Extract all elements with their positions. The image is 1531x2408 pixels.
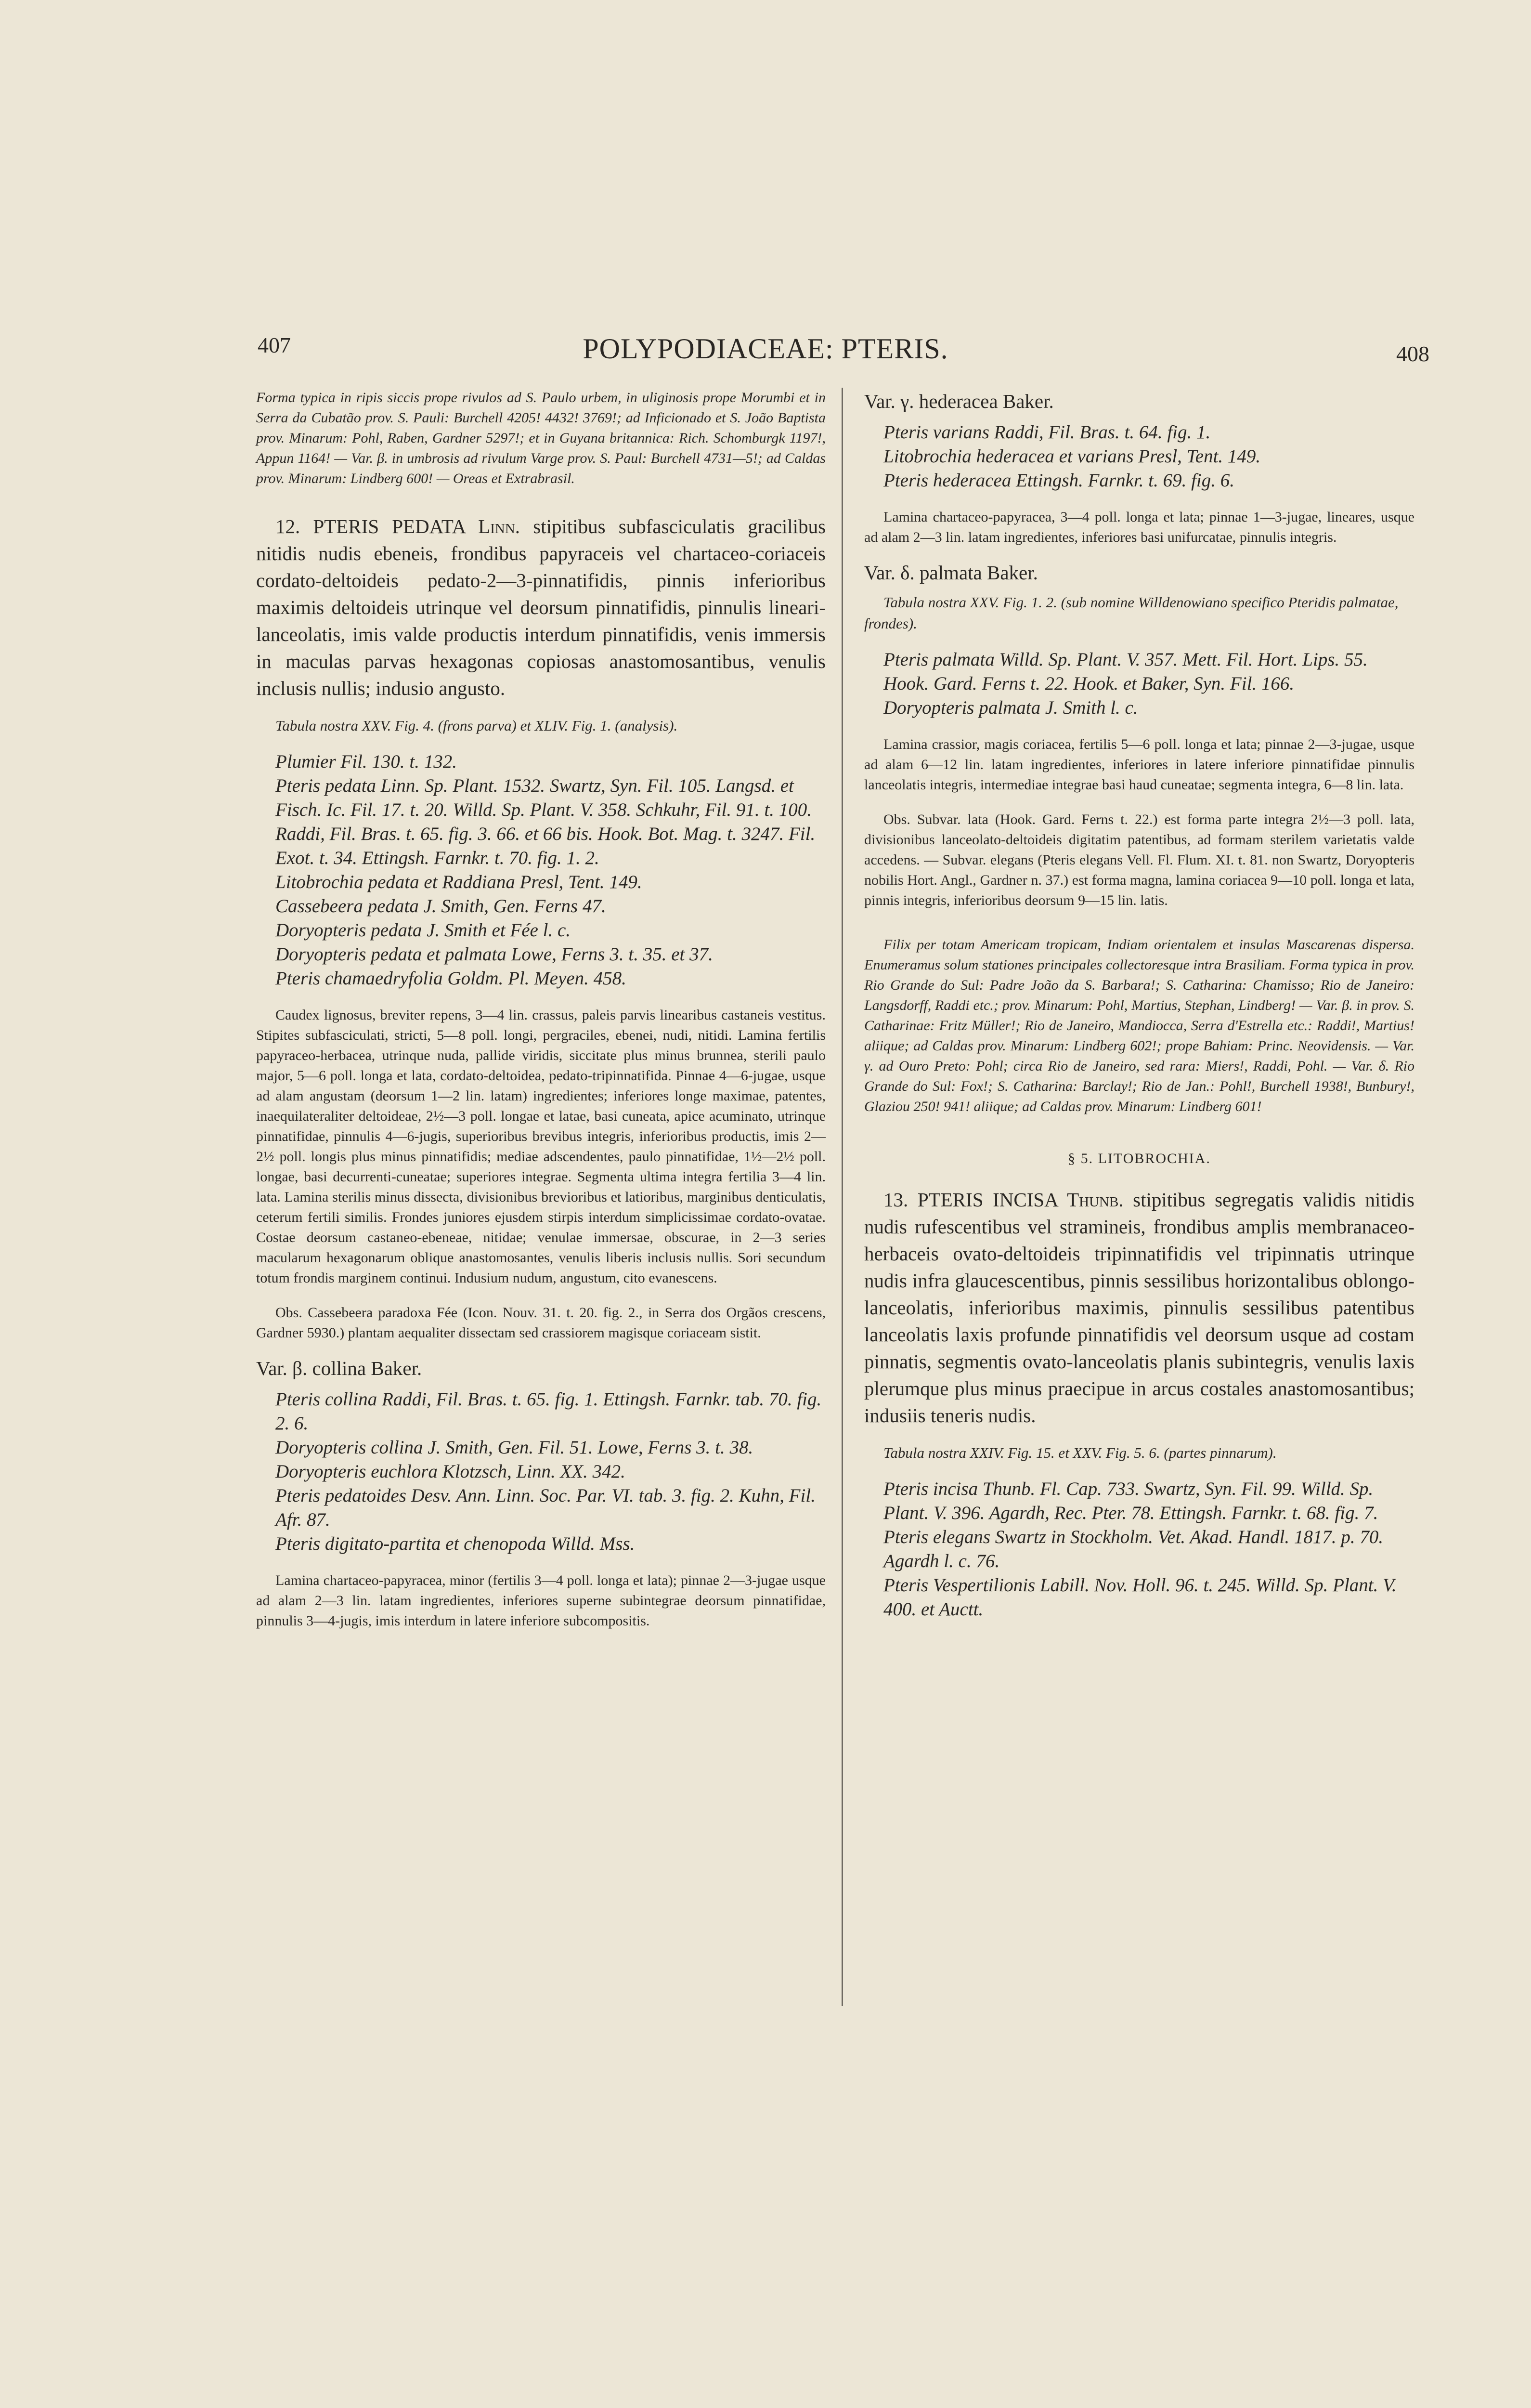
synonym: Cassebeera pedata J. Smith, Gen. Ferns 47.: [275, 896, 606, 916]
synonym: Litobrochia hederacea et varians Presl, Tent. 149.: [883, 446, 1261, 467]
section-heading: § 5. LITOBROCHIA.: [1068, 1151, 1211, 1166]
synonym: Pteris Vespertilionis Labill. Nov. Holl. 96. t. 245. Willd. Sp. Plant. V. 400. et Auctt.: [883, 1575, 1397, 1620]
synonym: Doryopteris collina J. Smith, Gen. Fil. 51. Lowe, Ferns 3. t. 38.: [275, 1437, 753, 1458]
synonym: Pteris palmata Willd. Sp. Plant. V. 357. Mett. Fil. Hort. Lips. 55. Hook. Gard. Ferns t. 22. Hook. et Baker, Syn. Fil. 166.: [883, 649, 1368, 694]
distribution-paragraph: Filix per totam Americam tropicam, Indiam orientalem et insulas Mascarenas dispersa. Enumeramus solum stationes principales collectoresque intra Brasiliam. Forma typica in prov. Rio Grande do Sul: Padre João da S. Barbara!; S. Catharina: Chamisso; Rio de Janeiro: Langsdorff, Raddi etc.; prov. Minarum: Pohl, Martius, Stephan, Lindberg! — Var. β. in prov. S. Catharinae: Fritz Müller!; Rio de Janeiro, Mandiocca, Serra d'Estrella etc.: Raddi!, Martius! aliique; ad Caldas prov. Minarum: Lindberg 602!; prope Bahiam: Princ. Neovidensis. — Var. γ. ad Ouro Preto: Pohl; circa Rio de Janeiro, sed rara: Miers!, Raddi, Pohl. — Var. δ. Rio Grande do Sul: Fox!; S. Catharina: Barclay!; Rio de Jan.: Pohl!, Burchell 1938!, Bunbury!, Glaziou 250! 941! aliique; ad Caldas prov. Minarum: Lindberg 601!: [864, 937, 1414, 1114]
synonym: Pteris varians Raddi, Fil. Bras. t. 64. fig. 1.: [883, 422, 1211, 443]
species-author: Thunb.: [1067, 1189, 1124, 1211]
synonym: Pteris collina Raddi, Fil. Bras. t. 65. fig. 1. Ettingsh. Farnkr. tab. 70. fig. 2. 6.: [275, 1389, 822, 1434]
variety-delta-description: Lamina crassior, magis coriacea, fertilis 5—6 poll. longa et lata; pinnae 2—3-jugae, usque ad alam 6—12 lin. latam ingredientes, inferiores in latere inferiore pinnatifidae pinnulis lanceolatis integris, intermediae integrae basi haud cuneatae; segmenta integra, 6—8 lin. lata.: [864, 736, 1414, 793]
species-13-synonyms: [864, 1477, 1414, 1622]
page-number-right: 408: [1396, 341, 1429, 366]
species-13-diagnosis: [864, 1186, 1414, 1429]
left-column: [256, 388, 826, 1631]
right-column: [864, 388, 1414, 1622]
synonym: Doryopteris palmata J. Smith l. c.: [883, 697, 1138, 718]
synonym: Pteris chamaedryfolia Goldm. Pl. Meyen. 458.: [275, 968, 626, 989]
tabula-reference: Tabula nostra XXIV. Fig. 15. et XXV. Fig. 5. 6. (partes pinnarum).: [883, 1444, 1277, 1461]
locality-paragraph: Forma typica in ripis siccis prope rivulos ad S. Paulo urbem, in uliginosis prope Morumbi et in Serra da Cubatão prov. S. Pauli: Burchell 4205! 4432! 3769!; ad Inficionado et S. João Baptista prov. Minarum: Pohl, Raben, Gardner 5297!; et in Guyana britannica: Rich. Schomburgk 1197!, Appun 1164! — Var. β. in umbrosis ad rivulum Varge prov. S. Paul: Burchell 4731—5!; ad Caldas prov. Minarum: Lindberg 600! — Oreas et Extrabrasil.: [256, 390, 826, 486]
synonym: Pteris digitato-partita et chenopoda Willd. Mss.: [275, 1533, 635, 1554]
page-header: [0, 332, 1531, 376]
species-name: PTERIS PEDATA: [313, 515, 465, 537]
variety-beta-synonyms: [256, 1387, 826, 1556]
synonym: Pteris pedatoides Desv. Ann. Linn. Soc. Par. VI. tab. 3. fig. 2. Kuhn, Fil. Afr. 87.: [275, 1485, 816, 1530]
synonym: Plumier Fil. 130. t. 132.: [275, 751, 457, 772]
variety-gamma-heading: Var. γ. hederacea Baker.: [864, 390, 1054, 412]
species-text: stipitibus segregatis validis nitidis nudis rufescentibus vel stramineis, frondibus amplis membranaceo-herbaceis ovato-deltoideis tripinnatifidis vel tripinnatis utrinque nudis infra glaucescentibus, pinnis sessilibus horizontalibus oblongo-lanceolatis, inferioribus maximis, pinnulis sessilibus patentibus lanceolatis laxis profunde pinnatifidis vel deorsum usque ad costam pinnatis, segmentis ovato-lanceolatis planis subintegris, venulis laxis plerumque plus minus praecipue in arcus costales anastomosantibus; indusiis teneris nudis.: [864, 1189, 1415, 1426]
tabula-reference: Tabula nostra XXV. Fig. 4. (frons parva) et XLIV. Fig. 1. (analysis).: [275, 717, 678, 734]
synonym-list: [256, 750, 826, 991]
species-author: Linn.: [478, 515, 520, 537]
variety-beta-heading: Var. β. collina Baker.: [256, 1357, 422, 1379]
synonym: Doryopteris euchlora Klotzsch, Linn. XX. 342.: [275, 1461, 625, 1482]
synonym: Doryopteris pedata J. Smith et Fée l. c.: [275, 920, 571, 941]
observation-paragraph: Obs. Subvar. lata (Hook. Gard. Ferns t. 22.) est forma parte integra 2½—3 poll. lata, divisionibus lanceolato-deltoideis digitatim patentibus, ad formam sterilem varietatis valde accedens. — Subvar. elegans (Pteris elegans Vell. Fl. Flum. XI. t. 81. non Swartz, Doryopteris nobilis Hort. Angl., Gardner n. 37.) est forma magna, lamina coriacea 9—10 poll. longa et lata, pinnis integris, inferioribus deorsum 9—15 lin. latis.: [864, 811, 1414, 908]
observation-paragraph: Obs. Cassebeera paradoxa Fée (Icon. Nouv. 31. t. 20. fig. 2., in Serra dos Orgãos crescens, Gardner 5930.) plantam aequaliter dissectam sed crassiorem magisque coriaceam sistit.: [256, 1305, 826, 1341]
variety-gamma-description: Lamina chartaceo-papyracea, 3—4 poll. longa et lata; pinnae 1—3-jugae, lineares, usque ad alam 2—3 lin. latam ingredientes, inferiores basi unifurcatae, pinnulis integris.: [864, 509, 1414, 545]
species-number: 13.: [883, 1189, 908, 1211]
species-text: stipitibus subfasciculatis gracilibus nitidis nudis ebeneis, frondibus papyraceis vel chartaceo-coriaceis cordato-deltoideis pedato-2—3-pinnatifidis, pinnis inferioribus maximis deltoideis utrinque vel deorsum pinnatifidis, pinnulis lineari-lanceolatis, imis valde productis interdum pinnatifidis, venis immersis in maculas parvas hexagonas copiosas anastomosantibus, venulis inclusis nullis; indusio angusto.: [256, 515, 826, 699]
variety-delta-synonyms: [864, 648, 1414, 720]
variety-gamma-synonyms: [864, 420, 1414, 493]
species-number: 12.: [275, 515, 300, 537]
column-divider: [842, 388, 843, 2006]
synonym: Pteris incisa Thunb. Fl. Cap. 733. Swartz, Syn. Fil. 99. Willd. Sp. Plant. V. 396. Agardh, Rec. Pter. 78. Ettingsh. Farnkr. t. 68. fig. 7.: [883, 1479, 1378, 1523]
species-name: PTERIS INCISA: [917, 1189, 1058, 1211]
synonym: Litobrochia pedata et Raddiana Presl, Tent. 149.: [275, 872, 642, 892]
variety-delta-tabula: Tabula nostra XXV. Fig. 1. 2. (sub nomine Willdenowiano specifico Pteridis palmatae, frondes).: [864, 594, 1399, 632]
synonym: Pteris elegans Swartz in Stockholm. Vet. Akad. Handl. 1817. p. 70. Agardh l. c. 76.: [883, 1527, 1384, 1571]
species-12-diagnosis: [256, 513, 826, 702]
variety-delta-heading: Var. δ. palmata Baker.: [864, 562, 1038, 584]
running-title: POLYPODIACEAE: PTERIS.: [583, 333, 948, 365]
synonym: Pteris pedata Linn. Sp. Plant. 1532. Swartz, Syn. Fil. 105. Langsd. et Fisch. Ic. Fil. 17. t. 20. Willd. Sp. Plant. V. 358. Schkuhr, Fil. 91. t. 100. Raddi, Fil. Bras. t. 65. fig. 3. 66. et 66 bis. Hook. Bot. Mag. t. 3247. Fil. Exot. t. 34. Ettingsh. Farnkr. t. 70. fig. 1. 2.: [275, 775, 816, 868]
description-paragraph: Caudex lignosus, breviter repens, 3—4 lin. crassus, paleis parvis linearibus castaneis vestitus. Stipites subfasciculati, stricti, 5—8 poll. longi, pergraciles, ebenei, nudi, nitidi. Lamina fertilis papyraceo-herbacea, utrinque nuda, pallide viridis, siccitate plus minus brunnea, sterili paulo major, 5—6 poll. longa et lata, cordato-deltoidea, pedato-tripinnatifida. Pinnae 4—6-jugae, usque ad alam angustam (deorsum 1—2 lin. latam) ingredientes; inferiores longe maximae, patentes, inaequilateraliter deltoideae, 2½—3 poll. longae et latae, basi cuneata, apice acuminato, utrinque pinnatifidae, pinnulis 4—6-jugis, superioribus brevibus integris, inferioribus productis, imis 2—2½ poll. longis plus minus pinnatifidis; mediae adscendentes, paulo pinnatifidae, 1½—2½ poll. longae, basi decurrenti-cuneatae; superiores integrae. Segmenta ultima integra fertilia 3—4 lin. lata. Lamina sterilis minus dissecta, divisionibus brevioribus et latioribus, marginibus denticulatis, ceterum fertili similis. Frondes juniores ejusdem stirpis interdum simplicissimae cordato-ovatae. Costae deorsum castaneo-ebeneae, nitidae; venulae immersae, obscurae, in 2—3 series macularum hexagonarum oblique anastomosantes, venulis liberis inclusis nullis. Sori secundum totum frondis marginem continui. Indusium nudum, angustum, cito evanescens.: [256, 1007, 826, 1286]
variety-beta-description: Lamina chartaceo-papyracea, minor (fertilis 3—4 poll. longa et lata); pinnae 2—3-jugae usque ad alam 2—3 lin. latam ingredientes, inferiores superne subintegrae deorsum pinnatifidae, pinnulis 3—4-jugis, imis interdum in latere inferiore subcompositis.: [256, 1572, 826, 1629]
synonym: Doryopteris pedata et palmata Lowe, Ferns 3. t. 35. et 37.: [275, 944, 713, 965]
synonym: Pteris hederacea Ettingsh. Farnkr. t. 69. fig. 6.: [883, 470, 1235, 491]
page-number-left: 407: [258, 333, 291, 357]
